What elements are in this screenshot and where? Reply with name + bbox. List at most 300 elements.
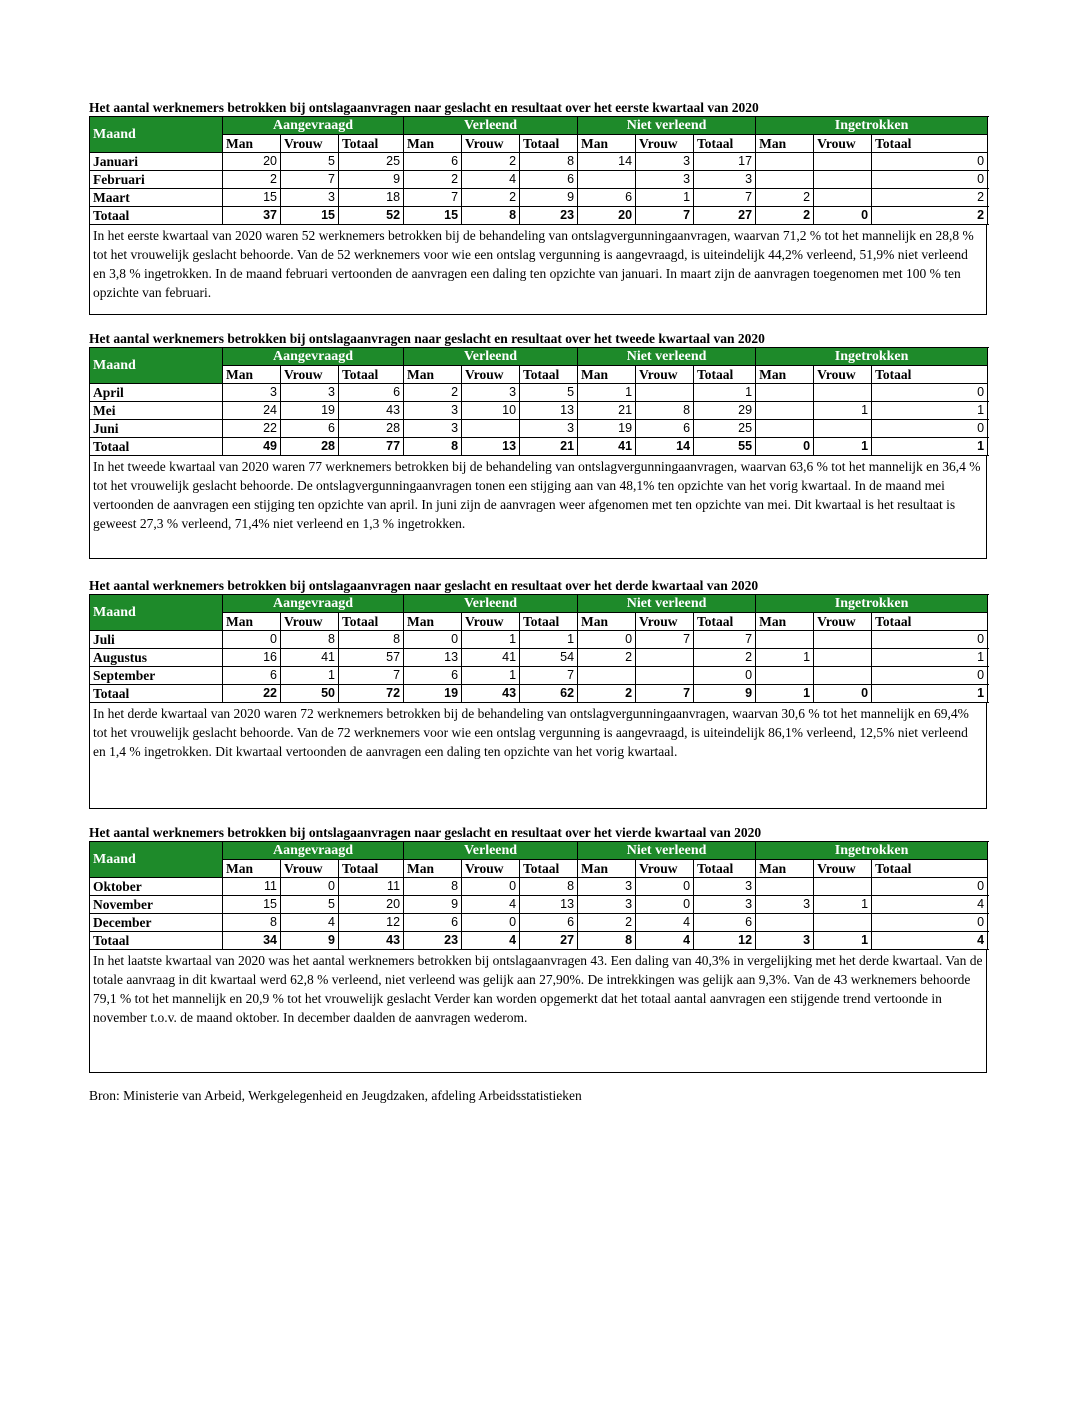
table-cell: 9: [520, 189, 578, 207]
table-cell: [756, 914, 814, 932]
table-cell: 2: [578, 649, 636, 667]
table-cell: 9: [404, 896, 462, 914]
sub-header: Totaal: [872, 613, 988, 631]
total-row: [90, 207, 988, 225]
table-cell: 9: [694, 685, 756, 703]
group-header: Ingetrokken: [756, 117, 988, 135]
group-header: Niet verleend: [578, 842, 756, 860]
table-cell: [636, 649, 694, 667]
table-cell: 12: [339, 914, 404, 932]
quarter-table: [89, 841, 988, 950]
table-cell: 14: [636, 438, 694, 456]
quarter-table: [89, 116, 988, 225]
maand-header: Maand: [90, 842, 223, 878]
table-cell: 14: [578, 153, 636, 171]
maand-header: Maand: [90, 348, 223, 384]
table-cell: 8: [339, 631, 404, 649]
group-header: Verleend: [404, 117, 578, 135]
table-cell: 1: [872, 685, 988, 703]
month-label: Totaal: [90, 207, 223, 225]
table-cell: 2: [223, 171, 281, 189]
table-cell: 3: [281, 189, 339, 207]
group-header: Verleend: [404, 595, 578, 613]
table-cell: 4: [872, 896, 988, 914]
table-cell: 1: [756, 649, 814, 667]
table-cell: 8: [578, 932, 636, 950]
month-label: Juni: [90, 420, 223, 438]
sub-header-row: [90, 135, 988, 153]
sub-header: Totaal: [339, 860, 404, 878]
table-cell: 13: [520, 402, 578, 420]
sub-header: Vrouw: [462, 860, 520, 878]
sub-header: Vrouw: [814, 366, 872, 384]
quarter-summary: In het eerste kwartaal van 2020 waren 52 werknemers betrokken bij de behandeling van ontslagvergunningaanvragen, waarvan 71,2 % tot het mannelijk en 28,8 % tot het vrouwelijk geslacht behoorde. Van de 52 werknemers voor wie een ontslag vergunning is aangevraagd, is uiteindelijk 44,2% verleend, 51,9% niet verleend en 3,8 % ingetrokken. In de maand februari vertoonden de aanvragen een daling ten opzichte van januari. In maart zijn de aanvragen toegenomen met 100 % ten opzichte van februari.: [89, 225, 987, 315]
sub-header: Vrouw: [814, 860, 872, 878]
group-header-row: [90, 595, 988, 613]
table-row: [90, 896, 988, 914]
table-cell: 2: [756, 207, 814, 225]
table-cell: 50: [281, 685, 339, 703]
table-row: [90, 171, 988, 189]
table-cell: 5: [520, 384, 578, 402]
total-row: [90, 932, 988, 950]
table-cell: [814, 171, 872, 189]
table-cell: 2: [872, 189, 988, 207]
table-row: [90, 402, 988, 420]
sub-header: Vrouw: [462, 366, 520, 384]
table-cell: 1: [814, 896, 872, 914]
table-cell: 0: [462, 914, 520, 932]
table-cell: 2: [462, 153, 520, 171]
table-cell: 21: [520, 438, 578, 456]
sub-header: Vrouw: [636, 860, 694, 878]
sub-header: Totaal: [520, 366, 578, 384]
table-cell: [578, 171, 636, 189]
table-cell: 62: [520, 685, 578, 703]
table-cell: 0: [872, 384, 988, 402]
sub-header: Vrouw: [636, 613, 694, 631]
table-cell: 3: [404, 402, 462, 420]
sub-header: Totaal: [520, 860, 578, 878]
sub-header: Vrouw: [462, 613, 520, 631]
month-label: Oktober: [90, 878, 223, 896]
group-header: Ingetrokken: [756, 842, 988, 860]
table-cell: 17: [694, 153, 756, 171]
table-cell: 0: [872, 153, 988, 171]
month-label: Totaal: [90, 932, 223, 950]
table-cell: 22: [223, 685, 281, 703]
table-cell: 25: [339, 153, 404, 171]
month-label: November: [90, 896, 223, 914]
table-cell: 10: [462, 402, 520, 420]
table-cell: 15: [223, 189, 281, 207]
source-note: Bron: Ministerie van Arbeid, Werkgelegenheid en Jeugdzaken, afdeling Arbeidsstatistieken: [89, 1088, 582, 1103]
table-cell: 7: [636, 685, 694, 703]
sub-header: Totaal: [694, 366, 756, 384]
table-cell: 11: [223, 878, 281, 896]
table-cell: 2: [578, 914, 636, 932]
table-cell: [756, 631, 814, 649]
sub-header: Vrouw: [636, 366, 694, 384]
sub-header: Vrouw: [281, 366, 339, 384]
table-cell: 6: [404, 153, 462, 171]
table-cell: [814, 420, 872, 438]
table-cell: 6: [520, 914, 578, 932]
table-cell: 15: [223, 896, 281, 914]
table-cell: 0: [404, 631, 462, 649]
table-cell: 6: [520, 171, 578, 189]
table-row: [90, 153, 988, 171]
table-cell: 27: [520, 932, 578, 950]
table-cell: 0: [756, 438, 814, 456]
group-header: Niet verleend: [578, 348, 756, 366]
table-cell: [814, 878, 872, 896]
table-cell: [636, 667, 694, 685]
sub-header: Vrouw: [281, 135, 339, 153]
table-cell: 3: [636, 171, 694, 189]
table-cell: 3: [404, 420, 462, 438]
group-header: Ingetrokken: [756, 595, 988, 613]
table-cell: 57: [339, 649, 404, 667]
table-cell: 6: [223, 667, 281, 685]
table-cell: 25: [694, 420, 756, 438]
table-cell: 23: [404, 932, 462, 950]
sub-header: Totaal: [520, 613, 578, 631]
table-cell: 37: [223, 207, 281, 225]
sub-header: Man: [756, 366, 814, 384]
table-cell: 3: [223, 384, 281, 402]
month-label: Juli: [90, 631, 223, 649]
table-cell: 8: [404, 878, 462, 896]
table-cell: 21: [578, 402, 636, 420]
sub-header: Man: [756, 135, 814, 153]
group-header: Ingetrokken: [756, 348, 988, 366]
table-cell: 0: [636, 896, 694, 914]
table-cell: 16: [223, 649, 281, 667]
table-cell: 28: [339, 420, 404, 438]
table-cell: 9: [281, 932, 339, 950]
table-cell: 7: [694, 631, 756, 649]
maand-header: Maand: [90, 117, 223, 153]
table-cell: 2: [694, 649, 756, 667]
table-cell: 1: [872, 649, 988, 667]
month-label: Februari: [90, 171, 223, 189]
table-cell: 8: [520, 878, 578, 896]
month-label: Totaal: [90, 685, 223, 703]
sub-header-row: [90, 613, 988, 631]
table-cell: 4: [636, 932, 694, 950]
sub-header: Totaal: [872, 135, 988, 153]
table-cell: 19: [578, 420, 636, 438]
table-cell: 23: [520, 207, 578, 225]
table-cell: [814, 631, 872, 649]
quarter-table: [89, 347, 988, 456]
table-cell: 7: [694, 189, 756, 207]
table-cell: 0: [578, 631, 636, 649]
table-cell: 3: [756, 932, 814, 950]
quarter-summary: In het laatste kwartaal van 2020 was het aantal werknemers betrokken bij ontslagaanvragen 43. Een daling van 40,3% in vergelijking met het derde kwartaal. Van de totale aanvraag in dit kwartaal werd 62,8 % verleend, niet verleend was gelijk aan 27,90%. De intrekkingen was gelijk aan 9,3%. Van de 43 werknemers behoorde 79,1 % tot het mannelijk en 20,9 % tot het vrouwelijk geslacht Verder kan worden opgemerkt dat het totaal aantal aanvragen een stijgende trend vertoonde in november t.o.v. de maand oktober. In december daalden de aanvragen wederom.: [89, 950, 987, 1073]
table-cell: 4: [636, 914, 694, 932]
table-cell: 20: [223, 153, 281, 171]
table-cell: 13: [520, 896, 578, 914]
table-cell: 0: [872, 878, 988, 896]
table-cell: [462, 420, 520, 438]
table-cell: 13: [462, 438, 520, 456]
sub-header: Totaal: [872, 366, 988, 384]
sub-header: Man: [756, 860, 814, 878]
table-cell: 1: [814, 402, 872, 420]
table-cell: 3: [281, 384, 339, 402]
table-cell: 41: [462, 649, 520, 667]
table-cell: 55: [694, 438, 756, 456]
quarter-summary: In het tweede kwartaal van 2020 waren 77 werknemers betrokken bij de behandeling van ontslagvergunningaanvragen, waarvan 63,6 % tot het mannelijk en 36,4 % tot het vrouwelijk geslacht behoorde. De ontslagvergunningaanvragen tonen een stijging aan van 48,1% ten opzichte van het vorig kwartaal. In de maand mei vertoonden de aanvragen een stijging ten opzichte van april. In juni zijn de aanvragen weer afgenomen met ten opzichte van mei. Dit kwartaal is het resultaat is geweest 27,3 % verleend, 71,4% niet verleend en 1,3 % ingetrokken.: [89, 456, 987, 559]
table-cell: 77: [339, 438, 404, 456]
sub-header: Man: [578, 860, 636, 878]
group-header: Aangevraagd: [223, 595, 404, 613]
table-cell: 0: [872, 420, 988, 438]
table-cell: 0: [636, 878, 694, 896]
table-cell: 1: [462, 631, 520, 649]
group-header-row: [90, 117, 988, 135]
sub-header: Totaal: [694, 135, 756, 153]
group-header: Verleend: [404, 842, 578, 860]
table-cell: 6: [404, 667, 462, 685]
table-cell: 3: [694, 896, 756, 914]
group-header: Verleend: [404, 348, 578, 366]
table-cell: [814, 914, 872, 932]
table-cell: 1: [694, 384, 756, 402]
table-cell: [756, 420, 814, 438]
table-cell: 0: [694, 667, 756, 685]
quarter-summary: In het derde kwartaal van 2020 waren 72 werknemers betrokken bij de behandeling van ontslagvergunningaanvragen, waarvan 30,6 % tot het mannelijk en 69,4% tot het vrouwelijk geslacht behoorde. Van de 72 werknemers voor wie een ontslag vergunning is aangevraagd, is uiteindelijk 86,1% verleend, 12,5% niet verleend en 1,4 % ingetrokken. Dit kwartaal vertoonden de aanvragen een daling ten opzichte van het vorig kwartaal.: [89, 703, 987, 809]
sub-header: Vrouw: [281, 613, 339, 631]
quarter-table: [89, 594, 988, 703]
table-row: [90, 631, 988, 649]
table-row: [90, 649, 988, 667]
table-cell: 7: [520, 667, 578, 685]
table-cell: 2: [578, 685, 636, 703]
table-cell: 11: [339, 878, 404, 896]
table-cell: 1: [814, 438, 872, 456]
table-cell: 1: [462, 667, 520, 685]
table-cell: 0: [814, 685, 872, 703]
table-cell: 2: [462, 189, 520, 207]
table-cell: [756, 667, 814, 685]
table-cell: 3: [462, 384, 520, 402]
sub-header: Man: [223, 613, 281, 631]
sub-header: Man: [578, 366, 636, 384]
table-cell: 3: [578, 896, 636, 914]
table-cell: 3: [520, 420, 578, 438]
month-label: Totaal: [90, 438, 223, 456]
sub-header: Vrouw: [462, 135, 520, 153]
sub-header: Vrouw: [814, 613, 872, 631]
table-cell: [814, 649, 872, 667]
sub-header: Man: [404, 135, 462, 153]
table-cell: [814, 153, 872, 171]
quarter-section-4: [89, 825, 987, 1073]
table-cell: 6: [404, 914, 462, 932]
table-cell: 19: [281, 402, 339, 420]
table-cell: 0: [872, 171, 988, 189]
sub-header: Man: [223, 366, 281, 384]
month-label: April: [90, 384, 223, 402]
table-cell: 7: [281, 171, 339, 189]
table-cell: 43: [339, 402, 404, 420]
table-cell: 6: [636, 420, 694, 438]
table-cell: 0: [814, 207, 872, 225]
table-cell: 24: [223, 402, 281, 420]
section-title: Het aantal werknemers betrokken bij ontslagaanvragen naar geslacht en resultaat over het vierde kwartaal van 2020: [89, 825, 762, 840]
table-cell: 12: [694, 932, 756, 950]
table-cell: 54: [520, 649, 578, 667]
table-cell: 4: [462, 171, 520, 189]
table-cell: 8: [520, 153, 578, 171]
table-cell: 15: [281, 207, 339, 225]
group-header-row: [90, 842, 988, 860]
table-cell: 4: [281, 914, 339, 932]
table-cell: 6: [694, 914, 756, 932]
table-cell: 8: [281, 631, 339, 649]
sub-header: Vrouw: [636, 135, 694, 153]
table-cell: 8: [404, 438, 462, 456]
table-cell: 72: [339, 685, 404, 703]
table-cell: 3: [694, 171, 756, 189]
sub-header: Totaal: [694, 613, 756, 631]
sub-header: Totaal: [339, 135, 404, 153]
table-cell: 0: [281, 878, 339, 896]
table-cell: 6: [578, 189, 636, 207]
table-cell: 7: [404, 189, 462, 207]
table-cell: 2: [756, 189, 814, 207]
month-label: Augustus: [90, 649, 223, 667]
table-cell: [756, 878, 814, 896]
table-cell: 1: [520, 631, 578, 649]
group-header: Aangevraagd: [223, 842, 404, 860]
table-cell: 2: [404, 171, 462, 189]
table-cell: 0: [872, 667, 988, 685]
total-row: [90, 685, 988, 703]
sub-header: Vrouw: [281, 860, 339, 878]
sub-header: Man: [404, 860, 462, 878]
total-row: [90, 438, 988, 456]
table-cell: 1: [872, 402, 988, 420]
table-cell: 0: [872, 631, 988, 649]
table-cell: 6: [339, 384, 404, 402]
table-cell: 20: [339, 896, 404, 914]
table-cell: 15: [404, 207, 462, 225]
month-label: Januari: [90, 153, 223, 171]
table-cell: [756, 153, 814, 171]
table-row: [90, 384, 988, 402]
month-label: Mei: [90, 402, 223, 420]
sub-header: Man: [404, 366, 462, 384]
table-row: [90, 878, 988, 896]
sub-header: Man: [223, 860, 281, 878]
section-title: Het aantal werknemers betrokken bij ontslagaanvragen naar geslacht en resultaat over het tweede kwartaal van 2020: [89, 331, 765, 346]
table-cell: [814, 189, 872, 207]
table-cell: 27: [694, 207, 756, 225]
maand-header: Maand: [90, 595, 223, 631]
group-header: Niet verleend: [578, 595, 756, 613]
table-cell: 18: [339, 189, 404, 207]
group-header: Aangevraagd: [223, 348, 404, 366]
table-cell: 7: [636, 207, 694, 225]
table-cell: 2: [872, 207, 988, 225]
section-title: Het aantal werknemers betrokken bij ontslagaanvragen naar geslacht en resultaat over het eerste kwartaal van 2020: [89, 100, 759, 115]
table-cell: 9: [339, 171, 404, 189]
table-cell: 41: [281, 649, 339, 667]
table-cell: 28: [281, 438, 339, 456]
table-cell: 1: [578, 384, 636, 402]
sub-header: Man: [578, 135, 636, 153]
sub-header: Totaal: [872, 860, 988, 878]
sub-header-row: [90, 860, 988, 878]
month-label: December: [90, 914, 223, 932]
table-cell: 5: [281, 896, 339, 914]
table-cell: 1: [636, 189, 694, 207]
quarter-section-3: [89, 578, 987, 809]
table-cell: 3: [756, 896, 814, 914]
table-cell: [814, 384, 872, 402]
table-cell: 8: [462, 207, 520, 225]
table-cell: 3: [636, 153, 694, 171]
table-cell: 0: [223, 631, 281, 649]
month-label: September: [90, 667, 223, 685]
table-cell: 2: [404, 384, 462, 402]
table-cell: 1: [756, 685, 814, 703]
table-row: [90, 914, 988, 932]
sub-header: Totaal: [339, 613, 404, 631]
table-cell: 8: [636, 402, 694, 420]
sub-header: Man: [223, 135, 281, 153]
sub-header: Totaal: [520, 135, 578, 153]
table-cell: [578, 667, 636, 685]
quarter-section-1: [89, 100, 987, 315]
table-cell: 1: [814, 932, 872, 950]
table-cell: 4: [872, 932, 988, 950]
table-cell: 0: [872, 914, 988, 932]
table-cell: 3: [694, 878, 756, 896]
table-cell: 29: [694, 402, 756, 420]
table-cell: 6: [281, 420, 339, 438]
group-header-row: [90, 348, 988, 366]
table-cell: 4: [462, 932, 520, 950]
sub-header: Totaal: [694, 860, 756, 878]
table-row: [90, 667, 988, 685]
sub-header-row: [90, 366, 988, 384]
table-cell: [814, 667, 872, 685]
table-cell: 20: [578, 207, 636, 225]
sub-header: Totaal: [339, 366, 404, 384]
table-cell: 5: [281, 153, 339, 171]
group-header: Aangevraagd: [223, 117, 404, 135]
month-label: Maart: [90, 189, 223, 207]
table-cell: 43: [462, 685, 520, 703]
table-cell: 8: [223, 914, 281, 932]
table-row: [90, 420, 988, 438]
table-cell: 41: [578, 438, 636, 456]
table-cell: 13: [404, 649, 462, 667]
table-cell: 3: [578, 878, 636, 896]
table-row: [90, 189, 988, 207]
table-cell: 49: [223, 438, 281, 456]
table-cell: 43: [339, 932, 404, 950]
table-cell: 0: [462, 878, 520, 896]
table-cell: 22: [223, 420, 281, 438]
section-title: Het aantal werknemers betrokken bij ontslagaanvragen naar geslacht en resultaat over het derde kwartaal van 2020: [89, 578, 759, 593]
sub-header: Vrouw: [814, 135, 872, 153]
